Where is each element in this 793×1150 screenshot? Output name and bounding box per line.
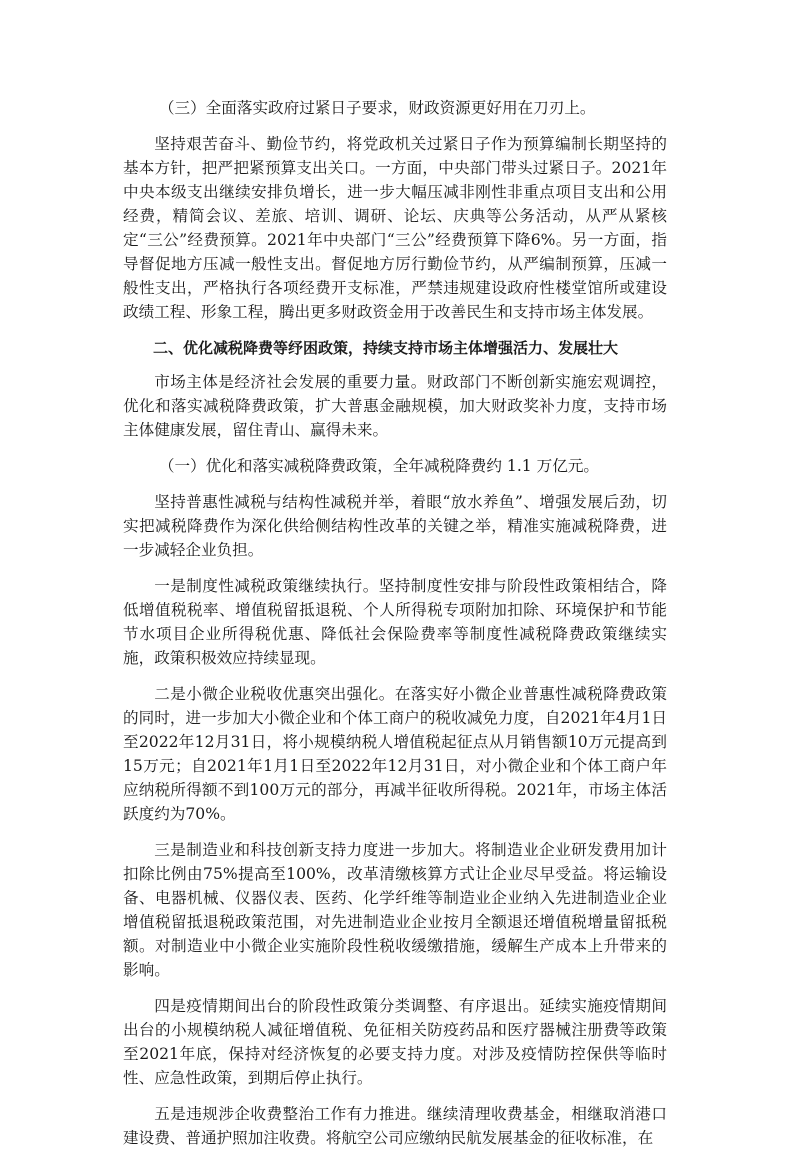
body-paragraph: 坚持普惠性减税与结构性减税并举，着眼“放水养鱼”、增强发展后劲，切实把减税降费作为深化供给侧结构性改革的关键之举，精准实施减税降费，进一步减轻企业负担。 — [123, 493, 667, 559]
document-body — [123, 96, 667, 1150]
body-paragraph: 坚持艰苦奋斗、勤俭节约，将党政机关过紧日子作为预算编制长期坚持的基本方针，把严把紧预算支出关口。一方面，中央部门带头过紧日子。2021年中央本级支出继续安排负增长，进一步大幅压减非刚性非重点项目支出和公用经费，精简会议、差旅、培训、调研、论坛、庆典等公务活动，从严从紧核定“三公”经费预算。2021年中央部门“三公”经费预算下降6%。另一方面，指导督促地方压减一般性支出。督促地方厉行勤俭节约，从严编制预算，压减一般性支出，严格执行各项经费开支标准，严禁违规建设政府性楼堂馆所或建设政绩工程、形象工程，腾出更多财政资金用于改善民生和支持市场主体发展。 — [123, 135, 667, 321]
body-paragraph: 市场主体是经济社会发展的重要力量。财政部门不断创新实施宏观调控，优化和落实减税降费政策，扩大普惠金融规模，加大财政奖补力度，支持市场主体健康发展，留住青山、赢得未来。 — [123, 373, 667, 439]
body-paragraph: 二是小微企业税收优惠突出强化。在落实好小微企业普惠性减税降费政策的同时，进一步加大小微企业和个体工商户的税收减免力度，自2021年4月1日至2022年12月31日，将小规模纳税人增值税起征点从月销售额10万元提高到15万元；自2021年1月1日至2022年12月31日，对小微企业和个体工商户年应纳税所得额不到100万元的部分，再减半征收所得税。2021年，市场主体活跃度约为70%。 — [123, 685, 667, 823]
body-paragraph: 一是制度性减税政策继续执行。坚持制度性安排与阶段性政策相结合，降低增值税税率、增值税留抵退税、个人所得税专项附加扣除、环境保护和节能节水项目企业所得税优惠、降低社会保险费率等制度性减税降费政策继续实施，政策积极效应持续显现。 — [123, 577, 667, 667]
subsection-heading: （三）全面落实政府过紧日子要求，财政资源更好用在刀刃上。 — [158, 99, 596, 117]
body-paragraph: 三是制造业和科技创新支持力度进一步加大。将制造业企业研发费用加计扣除比例由75%提高至100%，改革清缴核算方式让企业尽早受益。将运输设备、电器机械、仪器仪表、医药、化学纤维等制造业企业纳入先进制造业企业增值税留抵退税政策范围，对先进制造业企业按月全额退还增值税增量留抵税额。对制造业中小微企业实施阶段性税收缓缴措施，缓解生产成本上升带来的影响。 — [123, 841, 667, 979]
subsection-heading: （一）优化和落实减税降费政策，全年减税降费约 1.1 万亿元。 — [158, 457, 600, 475]
section-heading: 二、优化减税降费等纾困政策，持续支持市场主体增强活力、发展壮大 — [153, 339, 619, 357]
body-paragraph: 五是违规涉企收费整治工作有力推进。继续清理收费基金，相继取消港口建设费、普通护照加注收费。将航空公司应缴纳民航发展基金的征收标准，在 — [123, 1105, 667, 1147]
body-paragraph: 四是疫情期间出台的阶段性政策分类调整、有序退出。延续实施疫情期间出台的小规模纳税人减征增值税、免征相关防疫药品和医疗器械注册费等政策至2021年底，保持对经济恢复的必要支持力度。对涉及疫情防控保供等临时性、应急性政策，到期后停止执行。 — [123, 997, 667, 1087]
